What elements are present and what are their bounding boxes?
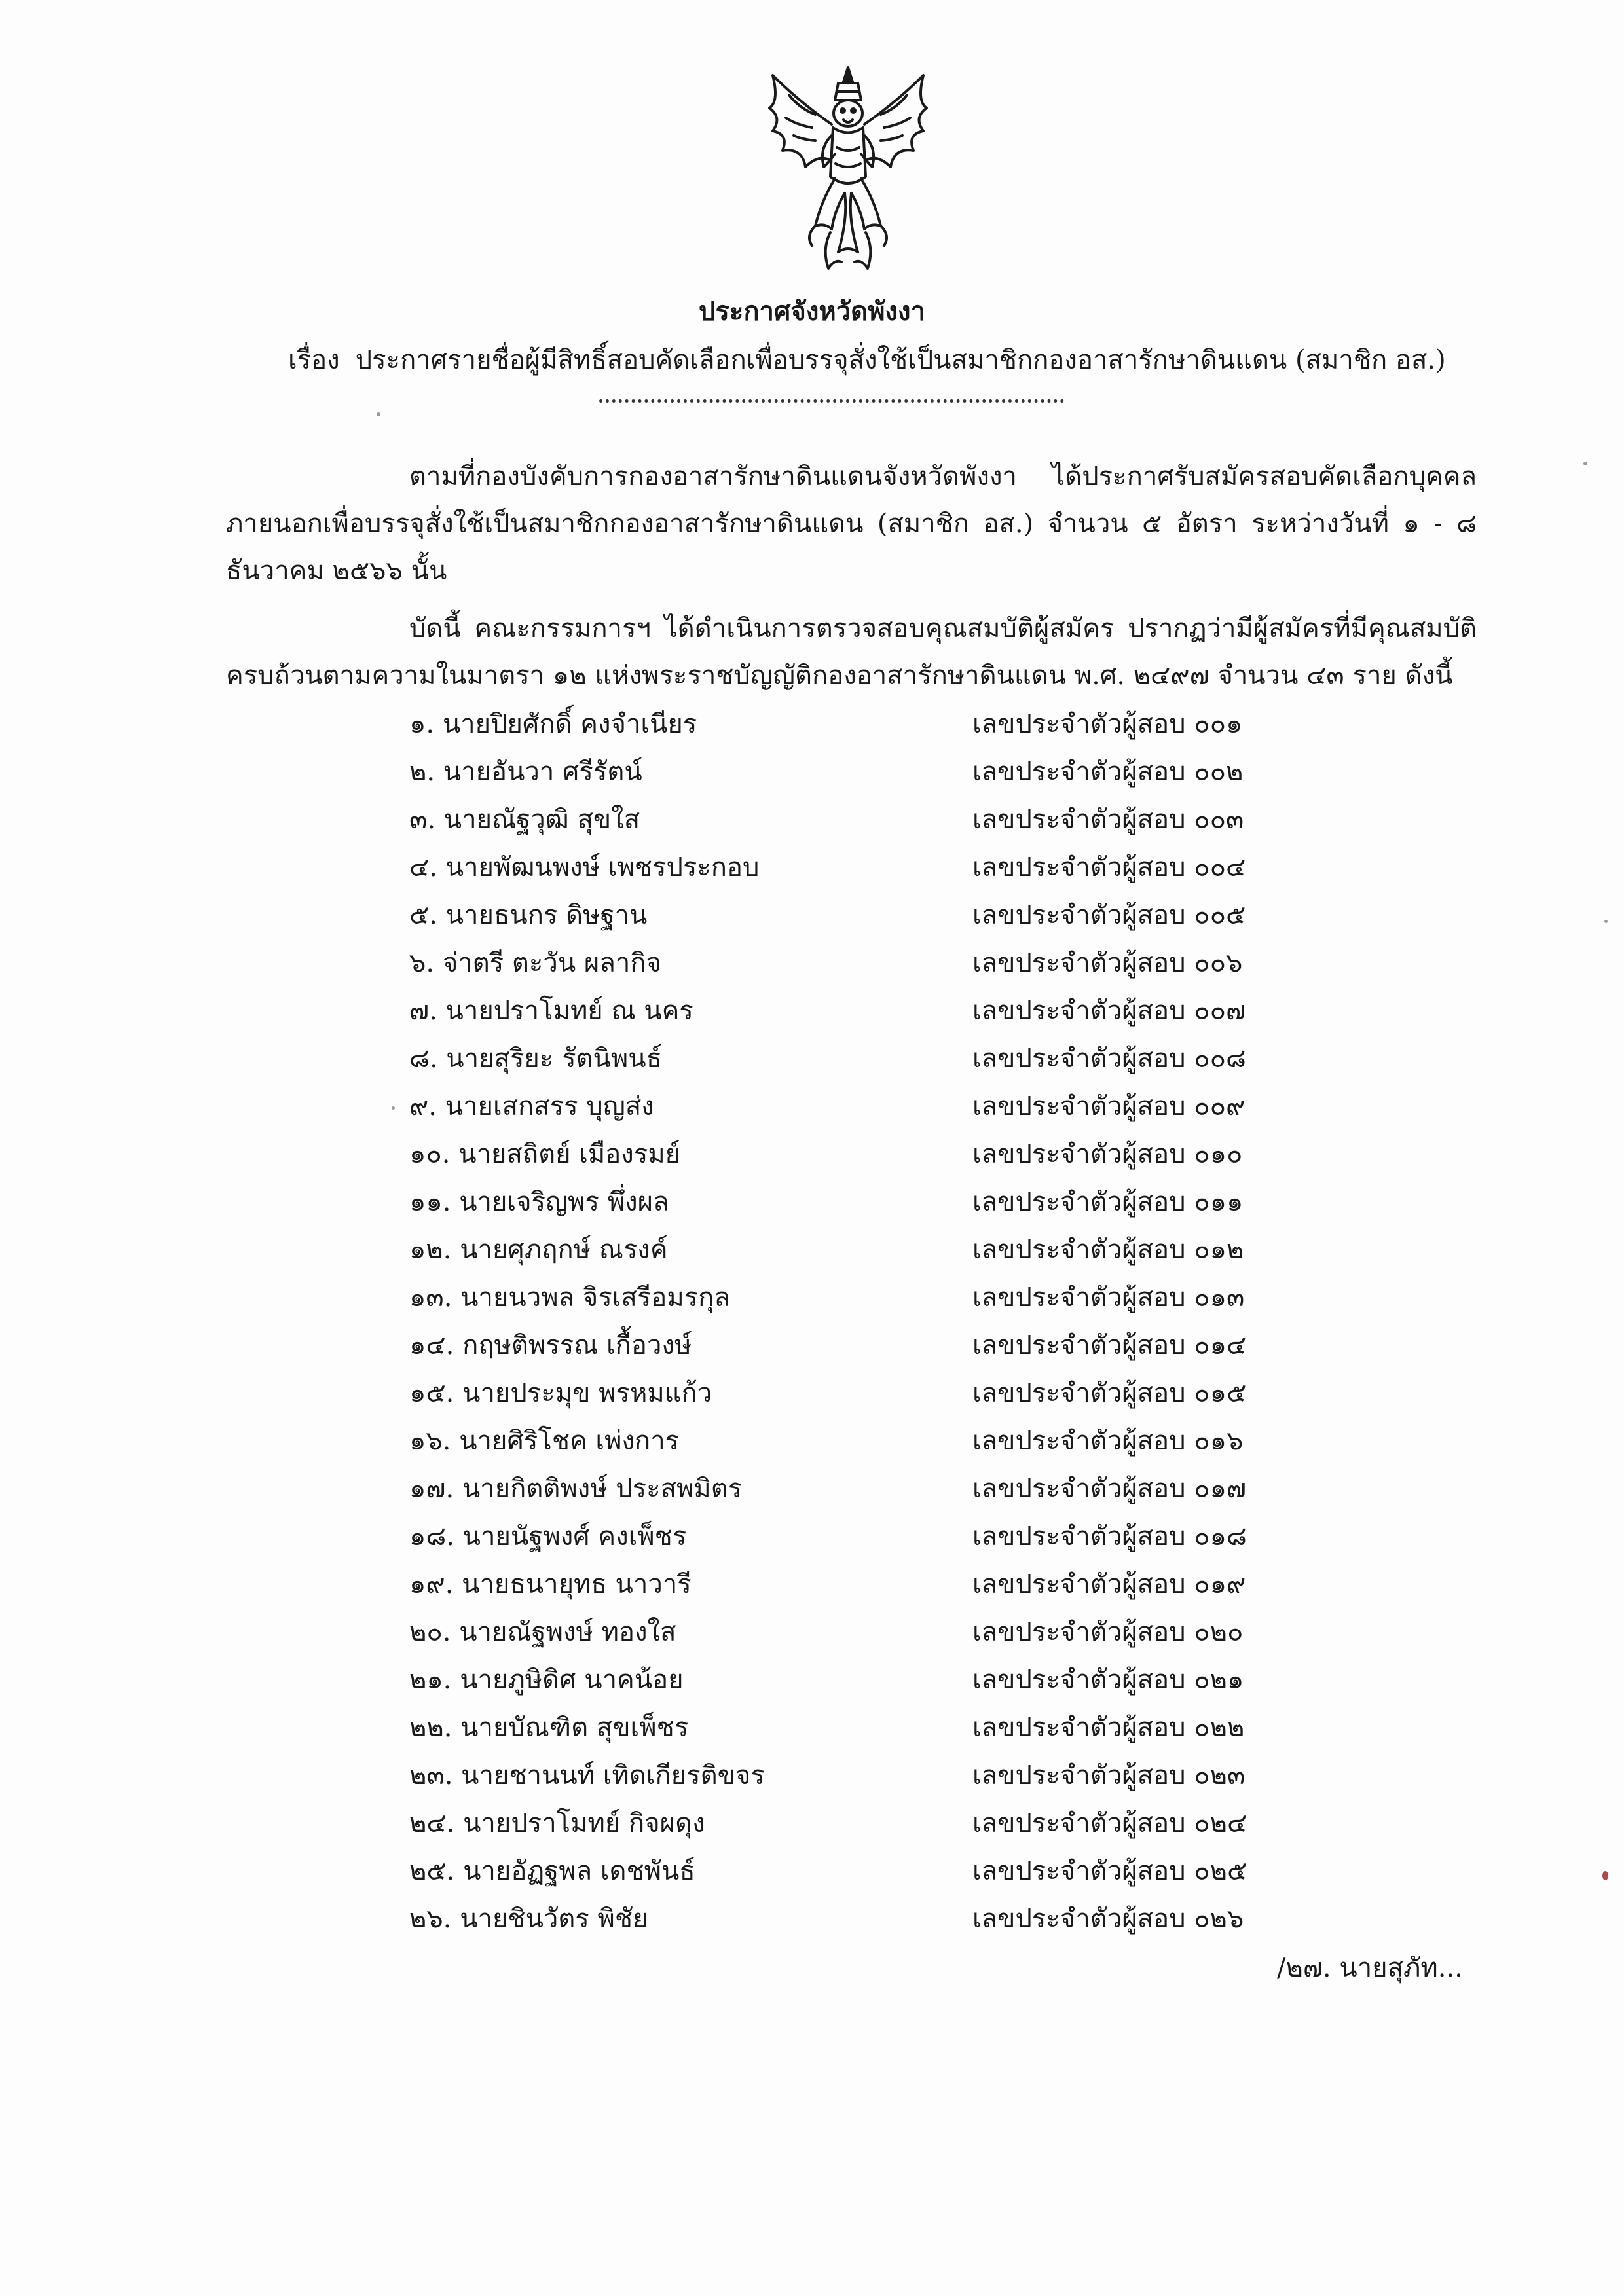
candidate-exam-number: เลขประจำตัวผู้สอบ ๐๑๑: [972, 1187, 1244, 1217]
subject-text: ประกาศรายชื่อผู้มีสิทธิ์สอบคัดเลือกเพื่อบรรจุสั่งใช้เป็นสมาชิกกองอาสารักษาดินแดน (สมาชิก อส.): [355, 345, 1446, 375]
candidate-name: ๑๖. นายศิริโชค เพ่งการ: [409, 1426, 680, 1456]
candidate-exam-number: เลขประจำตัวผู้สอบ ๐๑๐: [972, 1139, 1243, 1169]
candidate-exam-number: เลขประจำตัวผู้สอบ ๐๑๒: [972, 1235, 1244, 1265]
candidate-name: ๑๘. นายนัฐพงศ์ คงเพ็ชร: [409, 1522, 687, 1552]
candidate-list: [409, 701, 1274, 1943]
candidate-exam-number: เลขประจำตัวผู้สอบ ๐๒๓: [972, 1760, 1246, 1791]
candidate-row: [409, 1848, 1274, 1895]
candidate-row: [409, 1513, 1274, 1561]
candidate-name: ๑๕. นายประมุข พรหมแก้ว: [409, 1378, 712, 1408]
candidate-exam-number: เลขประจำตัวผู้สอบ ๐๐๖: [972, 948, 1243, 978]
candidate-name: ๒๖. นายชินวัตร พิชัย: [409, 1904, 648, 1934]
candidate-exam-number: เลขประจำตัวผู้สอบ ๐๒๒: [972, 1713, 1245, 1743]
candidate-row: [409, 1417, 1274, 1465]
paragraph-result-text: บัดนี้ คณะกรรมการฯ ได้ดำเนินการตรวจสอบคุณสมบัติผู้สมัคร ปรากฏว่ามีผู้สมัครที่มีคุณสมบัติครบถ้วนตามความในมาตรา ๑๒ แห่งพระราชบัญญัติกองอาสารักษาดินแดน พ.ศ. ๒๔๙๗ จำนวน ๔๓ ราย ดังนี้: [226, 613, 1477, 691]
candidate-name: ๖. จ่าตรี ตะวัน ผลากิจ: [409, 948, 661, 978]
candidate-row: [409, 701, 1274, 748]
candidate-exam-number: เลขประจำตัวผู้สอบ ๐๐๒: [972, 757, 1244, 787]
candidate-exam-number: เลขประจำตัวผู้สอบ ๐๑๙: [972, 1569, 1246, 1599]
candidate-exam-number: เลขประจำตัวผู้สอบ ๐๑๔: [972, 1330, 1247, 1360]
candidate-row: [409, 1561, 1274, 1609]
candidate-exam-number: เลขประจำตัวผู้สอบ ๐๐๕: [972, 900, 1246, 930]
candidate-name: ๒๕. นายอัฏฐพล เดชพันธ์: [409, 1856, 695, 1886]
announcement-title: ประกาศจังหวัดพังงา: [698, 296, 926, 327]
candidate-name: ๑๐. นายสถิตย์ เมืองรมย์: [409, 1139, 681, 1169]
candidate-name: ๒๒. นายบัณฑิต สุขเพ็ชร: [409, 1713, 689, 1743]
candidate-name: ๗. นายปราโมทย์ ณ นคร: [409, 996, 693, 1026]
candidate-name: ๒๐. นายณัฐพงษ์ ทองใส: [409, 1617, 676, 1647]
candidate-exam-number: เลขประจำตัวผู้สอบ ๐๑๖: [972, 1426, 1244, 1456]
candidate-exam-number: เลขประจำตัวผู้สอบ ๐๐๔: [972, 852, 1246, 883]
candidate-name: ๑. นายปิยศักดิ์ คงจำเนียร: [409, 709, 697, 739]
paragraph-intro-text: ตามที่กองบังคับการกองอาสารักษาดินแดนจังหวัดพังงา ได้ประกาศรับสมัครสอบคัดเลือกบุคคลภายนอกเพื่อบรรจุสั่งใช้เป็นสมาชิกกองอาสารักษาดินแดน (สมาชิก อส.) จำนวน ๕ อัตรา ระหว่างวันที่ ๑ - ๘ ธันวาคม ๒๕๖๖ นั้น: [226, 462, 1477, 586]
candidate-name: ๑๔. กฤษติพรรณ เกื้อวงษ์: [409, 1330, 692, 1360]
candidate-name: ๑๒. นายศุภฤกษ์ ณรงค์: [409, 1235, 668, 1265]
candidate-name: ๘. นายสุริยะ รัตนิพนธ์: [409, 1044, 662, 1074]
candidate-exam-number: เลขประจำตัวผู้สอบ ๐๐๓: [972, 805, 1244, 835]
scan-speck: [392, 1106, 395, 1110]
subject-label: เรื่อง: [288, 345, 340, 375]
paragraph-result: [226, 605, 1477, 699]
candidate-row: [409, 1035, 1274, 1083]
scan-speck: [1604, 920, 1608, 923]
candidate-exam-number: เลขประจำตัวผู้สอบ ๐๑๗: [972, 1474, 1247, 1504]
candidate-row: [409, 892, 1274, 939]
candidate-row: [409, 1704, 1274, 1752]
candidate-row: [409, 748, 1274, 796]
candidate-row: [409, 1178, 1274, 1226]
candidate-exam-number: เลขประจำตัวผู้สอบ ๐๑๕: [972, 1378, 1247, 1408]
candidate-name: ๒. นายอันวา ศรีรัตน์: [409, 757, 642, 787]
candidate-exam-number: เลขประจำตัวผู้สอบ ๐๑๘: [972, 1522, 1247, 1552]
candidate-row: [409, 1656, 1274, 1704]
candidate-row: [409, 1083, 1274, 1131]
garuda-emblem-icon: [753, 62, 943, 278]
candidate-name: ๓. นายณัฐวุฒิ สุขใส: [409, 805, 640, 835]
candidate-name: ๙. นายเสกสรร บุญส่ง: [409, 1091, 654, 1121]
candidate-row: [409, 1752, 1274, 1800]
scan-speck: [1602, 1871, 1608, 1880]
candidate-name: ๑๑. นายเจริญพร พึ่งผล: [409, 1187, 669, 1217]
candidate-row: [409, 1322, 1274, 1370]
candidate-row: [409, 844, 1274, 892]
candidate-row: [409, 1226, 1274, 1274]
candidate-row: [409, 1131, 1274, 1178]
candidate-exam-number: เลขประจำตัวผู้สอบ ๐๑๓: [972, 1283, 1245, 1313]
candidate-exam-number: เลขประจำตัวผู้สอบ ๐๒๐: [972, 1617, 1244, 1647]
candidate-exam-number: เลขประจำตัวผู้สอบ ๐๐๘: [972, 1044, 1246, 1074]
candidate-name: ๒๑. นายภูษิดิศ นาคน้อย: [409, 1665, 684, 1695]
candidate-row: [409, 1800, 1274, 1848]
candidate-exam-number: เลขประจำตัวผู้สอบ ๐๒๔: [972, 1808, 1247, 1838]
candidate-name: ๑๓. นายนวพล จิรเสรีอมรกุล: [409, 1283, 730, 1313]
scan-speck: [377, 412, 380, 416]
candidate-row: [409, 939, 1274, 987]
paragraph-intro: [226, 453, 1477, 594]
scan-speck: [1583, 462, 1587, 465]
candidate-exam-number: เลขประจำตัวผู้สอบ ๐๐๗: [972, 996, 1246, 1026]
candidate-exam-number: เลขประจำตัวผู้สอบ ๐๒๖: [972, 1904, 1244, 1934]
candidate-exam-number: เลขประจำตัวผู้สอบ ๐๒๕: [972, 1856, 1247, 1886]
candidate-name: ๒๓. นายชานนท์ เทิดเกียรติขจร: [409, 1760, 765, 1791]
candidate-row: [409, 1274, 1274, 1322]
candidate-name: ๑๗. นายกิตติพงษ์ ประสพมิตร: [409, 1474, 743, 1504]
continuation-note: /๒๗. นายสุภัท...: [1277, 1953, 1463, 1983]
candidate-exam-number: เลขประจำตัวผู้สอบ ๐๐๑: [972, 709, 1243, 739]
candidate-row: [409, 1370, 1274, 1417]
candidate-name: ๒๔. นายปราโมทย์ กิจผดุง: [409, 1808, 705, 1838]
candidate-name: ๔. นายพัฒนพงษ์ เพชรประกอบ: [409, 852, 760, 883]
candidate-row: [409, 1895, 1274, 1943]
candidate-row: [409, 1465, 1274, 1513]
candidate-exam-number: เลขประจำตัวผู้สอบ ๐๒๑: [972, 1665, 1244, 1695]
candidate-name: ๕. นายธนกร ดิษฐาน: [409, 900, 648, 930]
candidate-name: ๑๙. นายธนายุทธ นาวารี: [409, 1569, 692, 1599]
candidate-exam-number: เลขประจำตัวผู้สอบ ๐๐๙: [972, 1091, 1246, 1121]
candidate-row: [409, 987, 1274, 1035]
candidate-row: [409, 796, 1274, 844]
subject-line: [288, 342, 1446, 378]
dotted-divider: [599, 399, 1064, 403]
candidate-row: [409, 1609, 1274, 1656]
